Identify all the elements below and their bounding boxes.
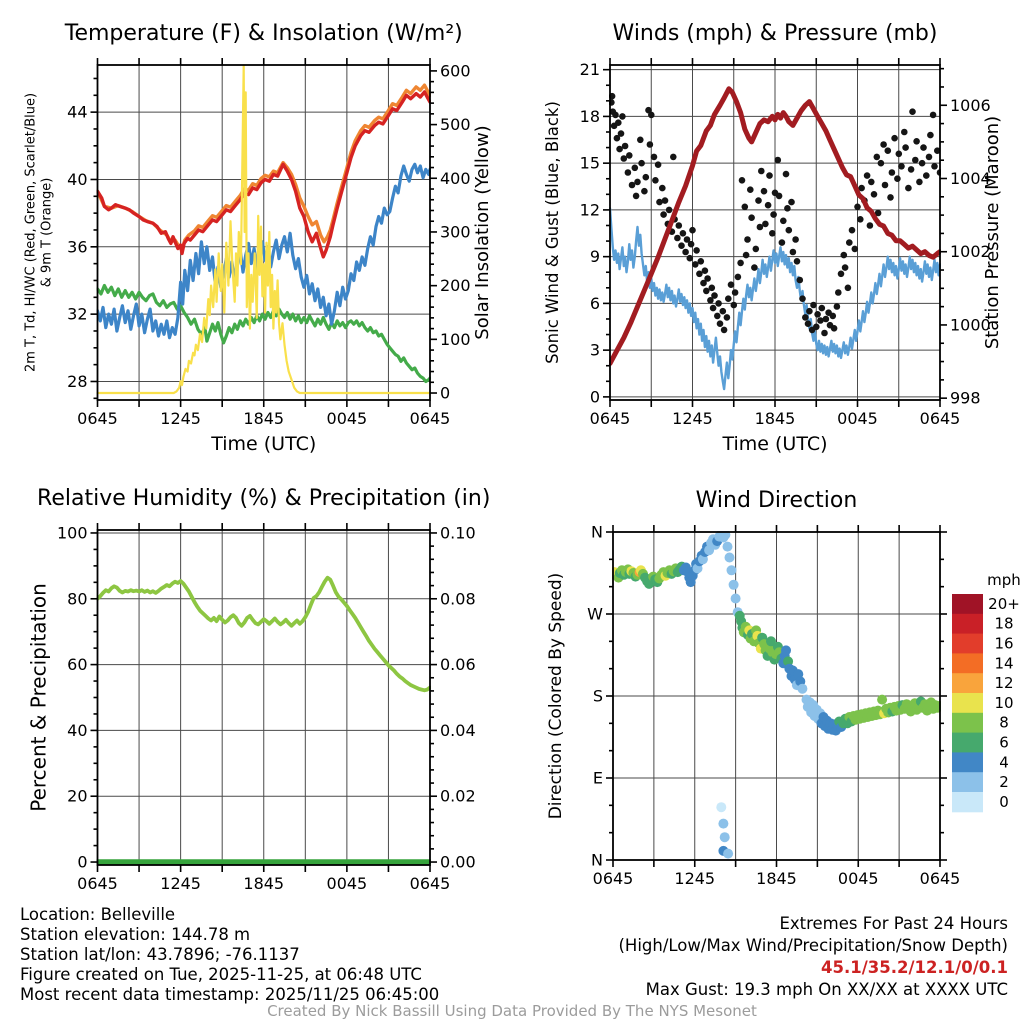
colorbar-band bbox=[952, 713, 983, 733]
x-tick-label: 0645 bbox=[589, 409, 631, 428]
colorbar-label: 0 bbox=[999, 792, 1009, 811]
y-tick-label: 1006 bbox=[950, 95, 991, 115]
data-timestamp: Most recent data timestamp: 2025/11/25 06:45:00 bbox=[20, 985, 440, 1004]
x-tick-label: 1845 bbox=[756, 869, 797, 888]
y-tick-label: 200 bbox=[440, 276, 471, 296]
colorbar-band bbox=[952, 594, 983, 614]
axis-labels bbox=[546, 488, 960, 888]
y-tick-label: 0.10 bbox=[440, 523, 476, 543]
y-tick-label: E bbox=[592, 768, 603, 788]
x-tick-label: 0045 bbox=[837, 869, 879, 888]
x-tick-label: 1845 bbox=[754, 409, 796, 428]
x-tick-label: 0645 bbox=[919, 409, 961, 428]
x-tick-label: 1245 bbox=[674, 869, 716, 888]
chart-title: Wind Direction bbox=[695, 488, 858, 513]
colorbar-label: 6 bbox=[999, 733, 1009, 752]
colorbar-label: 18 bbox=[994, 614, 1014, 633]
gridlines bbox=[98, 65, 431, 400]
colorbar-band bbox=[952, 772, 983, 792]
y-tick-label: 9 bbox=[589, 247, 600, 267]
y-tick-label: 0.04 bbox=[440, 720, 476, 740]
x-tick-label: 0645 bbox=[592, 869, 634, 888]
y-tick-label: 100 bbox=[56, 523, 88, 543]
panel-winds-pressure bbox=[543, 21, 1003, 455]
y-tick-label: 0 bbox=[440, 383, 451, 403]
colorbar-label: 14 bbox=[994, 654, 1014, 673]
y-tick-label: 21 bbox=[579, 60, 600, 80]
y-tick-label: 32 bbox=[67, 304, 88, 324]
y-tick-label: 998 bbox=[950, 388, 981, 408]
y-axis-label-left: Sonic Wind & Gust (Blue, Black) bbox=[543, 101, 562, 364]
x-tick-label: 1245 bbox=[160, 409, 201, 428]
y-axis-label-left: 2m T, Td, HI/WC (Red, Green, Scarlet/Blue) bbox=[23, 92, 39, 373]
y-axis-label-left: & 9m T (Orange) bbox=[39, 177, 55, 288]
extremes-values: 45.1/35.2/12.1/0/0.1 bbox=[821, 958, 1008, 977]
y-axis-label-left: Direction (Colored By Speed) bbox=[546, 572, 566, 820]
chart-title: Winds (mph) & Pressure (mb) bbox=[612, 21, 938, 46]
y-tick-label: 20 bbox=[67, 786, 88, 806]
y-tick-label: 400 bbox=[440, 168, 471, 188]
colorbar-label: 10 bbox=[994, 693, 1014, 712]
y-tick-label: 18 bbox=[579, 106, 600, 126]
colorbar-band bbox=[952, 634, 983, 654]
y-tick-label: 0 bbox=[77, 852, 88, 872]
y-tick-label: 100 bbox=[440, 329, 471, 349]
x-axis-label: Time (UTC) bbox=[211, 433, 317, 455]
x-tick-label: 0645 bbox=[409, 409, 451, 428]
y-tick-label: 0.08 bbox=[440, 589, 476, 609]
colorbar-band bbox=[952, 733, 983, 753]
chart-title: Relative Humidity (%) & Precipitation (in) bbox=[37, 486, 491, 511]
colorbar-band bbox=[952, 752, 983, 772]
y-tick-label: 12 bbox=[579, 200, 600, 220]
x-tick-label: 1245 bbox=[160, 874, 201, 893]
credit-line: Created By Nick Bassill Using Data Provided By The NYS Mesonet bbox=[267, 1002, 757, 1020]
colorbar-label: 2 bbox=[999, 773, 1009, 792]
x-tick-label: 0045 bbox=[326, 874, 368, 893]
y-tick-label: 44 bbox=[67, 102, 88, 122]
y-tick-label: 1000 bbox=[950, 315, 991, 335]
x-tick-label: 0645 bbox=[409, 874, 451, 893]
colorbar-band bbox=[952, 693, 983, 713]
y-axis-label-left: Percent & Precipitation bbox=[26, 583, 51, 812]
y-tick-label: 6 bbox=[589, 293, 600, 313]
colorbar-title: mph bbox=[987, 571, 1021, 589]
y-tick-label: 15 bbox=[579, 153, 600, 173]
y-tick-label: 40 bbox=[67, 169, 88, 189]
extremes-title: Extremes For Past 24 Hours bbox=[779, 914, 1008, 933]
y-tick-label: 3 bbox=[589, 340, 600, 360]
gridlines bbox=[98, 530, 431, 865]
colorbar-label: 16 bbox=[994, 634, 1014, 653]
speed-colorbar bbox=[952, 571, 1021, 812]
max-gust: Max Gust: 19.3 mph On XX/XX at XXXX UTC bbox=[645, 980, 1008, 999]
station-info bbox=[20, 905, 439, 1005]
x-axis-label: Time (UTC) bbox=[722, 433, 828, 455]
y-tick-label: 0 bbox=[589, 387, 600, 407]
y-tick-label: N bbox=[591, 850, 603, 870]
y-tick-label: 1002 bbox=[950, 242, 991, 262]
y-tick-label: 500 bbox=[440, 115, 471, 135]
x-tick-label: 0645 bbox=[77, 409, 118, 428]
station-latlon: Station lat/lon: 43.7896; -76.1137 bbox=[20, 945, 300, 964]
colorbar-band bbox=[952, 792, 983, 812]
y-axis-label-right: Station Pressure (Maroon) bbox=[982, 115, 1003, 350]
y-axis-label-right: Solar Insolation (Yellow) bbox=[472, 125, 493, 340]
y-tick-label: 0.06 bbox=[440, 655, 476, 675]
panel-temperature-insolation bbox=[24, 21, 494, 455]
y-tick-label: 40 bbox=[67, 720, 88, 740]
colorbar-band bbox=[952, 614, 983, 634]
colorbar-band bbox=[952, 673, 983, 693]
y-tick-label: 36 bbox=[67, 237, 88, 257]
x-tick-label: 0645 bbox=[77, 874, 118, 893]
station-location: Location: Belleville bbox=[20, 905, 176, 924]
y-tick-label: S bbox=[592, 686, 603, 706]
y-tick-label: 60 bbox=[67, 655, 88, 675]
colorbar-label: 8 bbox=[999, 713, 1009, 732]
y-tick-label: 80 bbox=[67, 589, 88, 609]
x-tick-label: 0045 bbox=[837, 409, 878, 428]
colorbar-label: 12 bbox=[994, 674, 1014, 693]
station-elevation: Station elevation: 144.78 m bbox=[20, 925, 251, 944]
y-tick-label: 600 bbox=[440, 61, 471, 81]
y-tick-label: N bbox=[591, 522, 603, 542]
x-tick-label: 1845 bbox=[243, 874, 285, 893]
figure-created: Figure created on Tue, 2025-11-25, at 06:48 UTC bbox=[20, 965, 422, 984]
panel-humidity-precipitation bbox=[27, 486, 491, 893]
extremes-subtitle: (High/Low/Max Wind/Precipitation/Snow Depth) bbox=[618, 936, 1008, 955]
chart-title: Temperature (F) & Insolation (W/m²) bbox=[64, 21, 463, 46]
x-tick-label: 0645 bbox=[919, 869, 961, 888]
y-tick-label: 0.00 bbox=[440, 852, 476, 872]
extremes-info bbox=[618, 913, 1008, 1001]
panel-wind-direction bbox=[546, 488, 960, 888]
y-tick-label: 300 bbox=[440, 222, 471, 242]
x-tick-label: 1845 bbox=[243, 409, 285, 428]
x-tick-label: 0045 bbox=[326, 409, 368, 428]
colorbar-band bbox=[952, 653, 983, 673]
y-tick-label: 0.02 bbox=[440, 786, 476, 806]
x-tick-label: 1245 bbox=[672, 409, 713, 428]
colorbar-label: 4 bbox=[999, 753, 1009, 772]
y-tick-label: 28 bbox=[67, 371, 88, 391]
y-tick-label: W bbox=[587, 604, 603, 624]
colorbar-label: 20+ bbox=[988, 594, 1020, 613]
y-tick-label: 1004 bbox=[950, 168, 991, 188]
